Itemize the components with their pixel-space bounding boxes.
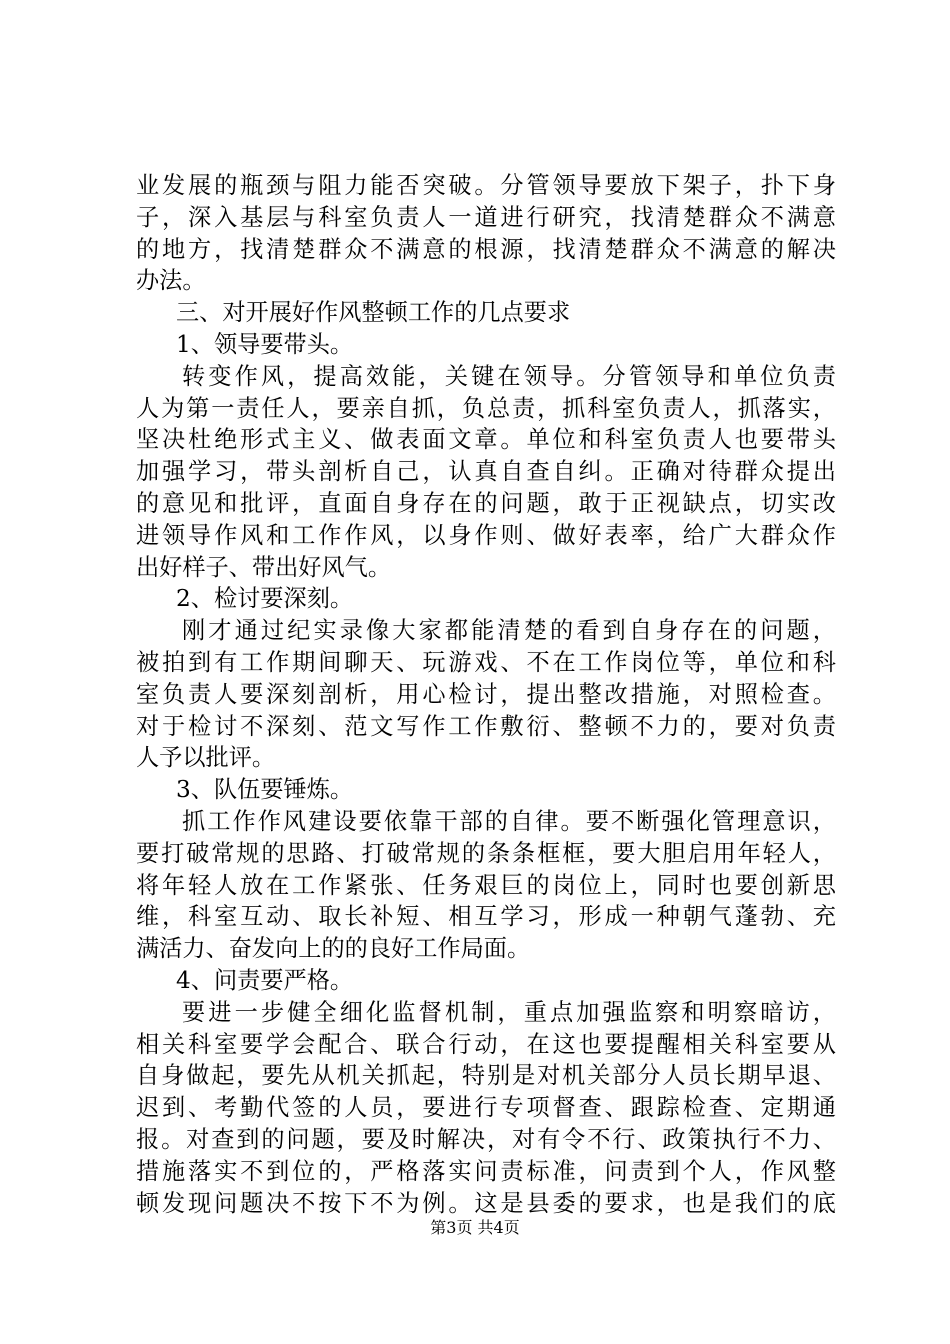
text-line: 人予以批评。 (136, 744, 276, 772)
text-line: 办法。 (136, 267, 206, 295)
text-line: 被拍到有工作期间聊天、玩游戏、不在工作岗位等，单位和科 (136, 648, 836, 676)
page-number-footer: 第3页 共4页 (430, 1218, 520, 1237)
text-line: 刚才通过纪实录像大家都能清楚的看到自身存在的问题， (182, 617, 836, 645)
text-line: 人为第一责任人，要亲自抓，负总责，抓科室负责人，抓落实， (136, 394, 836, 422)
subsection-heading: 4、问责要严格。 (176, 966, 354, 994)
text-line: 子，深入基层与科室负责人一道进行研究，找清楚群众不满意 (136, 203, 836, 231)
section-heading: 三、对开展好作风整顿工作的几点要求 (176, 299, 571, 327)
text-line: 转变作风，提高效能，关键在领导。分管领导和单位负责 (182, 362, 836, 390)
text-line: 维，科室互动、取长补短、相互学习，形成一种朝气蓬勃、充 (136, 903, 836, 931)
text-line: 坚决杜绝形式主义、做表面文章。单位和科室负责人也要带头 (136, 426, 836, 454)
text-line: 的地方，找清楚群众不满意的根源，找清楚群众不满意的解决 (136, 235, 836, 263)
text-line: 报。对查到的问题，要及时解决，对有令不行、政策执行不力、 (136, 1125, 836, 1153)
text-line: 加强学习，带头剖析自己，认真自查自纠。正确对待群众提出 (136, 458, 836, 486)
text-line: 满活力、奋发向上的的良好工作局面。 (136, 935, 531, 963)
text-line: 室负责人要深刻剖析，用心检讨，提出整改措施，对照检查。 (136, 680, 836, 708)
text-line: 业发展的瓶颈与阻力能否突破。分管领导要放下架子，扑下身 (136, 172, 836, 199)
text-line: 迟到、考勤代签的人员，要进行专项督查、跟踪检查、定期通 (136, 1094, 836, 1122)
text-line: 措施落实不到位的，严格落实问责标准，问责到个人，作风整 (136, 1157, 836, 1185)
text-line: 的意见和批评，直面自身存在的问题，敢于正视缺点，切实改 (136, 489, 836, 517)
text-line: 要进一步健全细化监督机制，重点加强监察和明察暗访， (182, 998, 836, 1026)
subsection-heading: 2、检讨要深刻。 (176, 585, 354, 613)
text-line: 相关科室要学会配合、联合行动，在这也要提醒相关科室要从 (136, 1030, 836, 1058)
text-line: 将年轻人放在工作紧张、任务艰巨的岗位上，同时也要创新思 (136, 871, 836, 899)
document-body (136, 170, 836, 1219)
subsection-heading: 3、队伍要锤炼。 (176, 776, 354, 804)
text-line: 抓工作作风建设要依靠干部的自律。要不断强化管理意识， (182, 807, 836, 835)
text-line: 要打破常规的思路、打破常规的条条框框，要大胆启用年轻人， (136, 839, 836, 867)
text-line: 对于检讨不深刻、范文写作工作敷衍、整顿不力的，要对负责 (136, 712, 836, 740)
text-line: 自身做起，要先从机关抓起，特别是对机关部分人员长期早退、 (136, 1062, 836, 1090)
text-line: 顿发现问题决不按下不为例。这是县委的要求，也是我们的底 (136, 1189, 836, 1217)
text-line: 进领导作风和工作作风，以身作则、做好表率，给广大群众作 (136, 521, 836, 549)
text-line: 出好样子、带出好风气。 (136, 553, 392, 581)
subsection-heading: 1、领导要带头。 (176, 330, 354, 358)
